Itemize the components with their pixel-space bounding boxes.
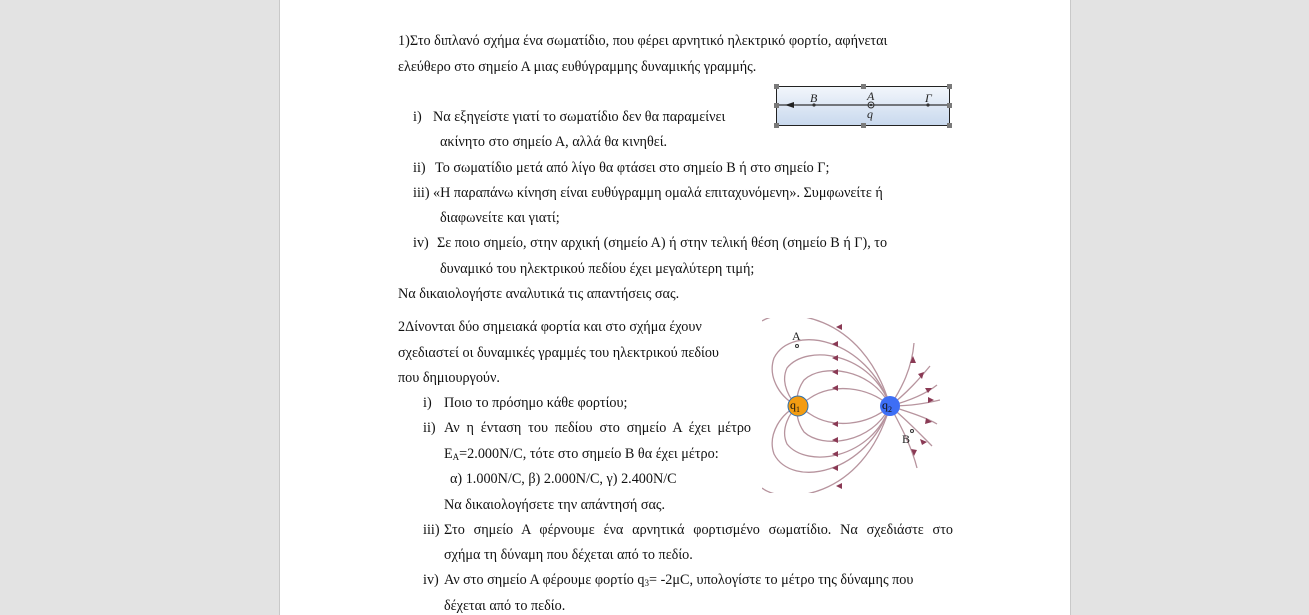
- svg-text:A: A: [867, 89, 875, 103]
- q1-item-iv-line2: δυναμικό του ηλεκτρικού πεδίου έχει μεγαλύτερη τιμή;: [440, 261, 755, 277]
- q2-item-i-line1: Ποιο το πρόσημο κάθε φορτίου;: [444, 395, 628, 411]
- svg-text:q: q: [867, 107, 873, 121]
- q1-item-i-line1: Να εξηγείστε γιατί το σωματίδιο δεν θα παραμείνει: [433, 109, 726, 125]
- q1-item-i-num: i): [413, 109, 422, 125]
- svg-text:B: B: [810, 91, 818, 105]
- arrow-left-icon: [785, 102, 794, 108]
- field-line-figure[interactable]: [776, 86, 950, 126]
- q2-item-i-num: i): [423, 395, 432, 411]
- q1-item-iii-line2: διαφωνείτε και γιατί;: [440, 210, 560, 226]
- q1-intro-line1: 1)Στο διπλανό σχήμα ένα σωματίδιο, που φέρει αρνητικό ηλεκτρικό φορτίο, αφήνεται: [398, 33, 888, 49]
- resize-handle[interactable]: [947, 84, 952, 89]
- field-line-diagram: [777, 87, 949, 125]
- resize-handle[interactable]: [861, 84, 866, 89]
- document-page: [279, 0, 1071, 615]
- resize-handle[interactable]: [774, 84, 779, 89]
- q2-item-iv-line2: δέχεται από το πεδίο.: [444, 598, 566, 614]
- q1-item-iv-line1: Σε ποιο σημείο, στην αρχική (σημείο Α) ή στην τελική θέση (σημείο Β ή Γ), το: [437, 235, 888, 251]
- q2-item-iv-num: iv): [423, 572, 439, 588]
- resize-handle[interactable]: [947, 123, 952, 128]
- q1-item-iii-num: iii): [413, 185, 430, 201]
- q2-item-iii-line2: σχήμα τη δύναμη που δέχεται από το πεδίο.: [444, 547, 693, 563]
- point-b-label: B: [902, 432, 911, 446]
- q2-item-ii-line4: Να δικαιολογήσετε την απάντησή σας.: [444, 497, 666, 513]
- q2-item-iii-num: iii): [423, 522, 440, 538]
- q2-item-ii-num: ii): [423, 420, 436, 436]
- q2-item-ii-line2: $E_A=2.000N/C$, τότε στο σημείο Β θα έχει μέτρο:: [444, 446, 719, 462]
- q2-item-ii-options: α) 1.000N/C, β) 2.000N/C, γ) 2.400N/C: [450, 471, 677, 487]
- q1-intro-line2: ελεύθερο στο σημείο Α μιας ευθύγραμμης δυναμικής γραμμής.: [398, 59, 757, 75]
- q2-item-iii-line1: Στο σημείο Α φέρνουμε ένα αρνητικά φορτισμένο σωματίδιο. Να σχεδιάστε στο: [444, 522, 953, 538]
- q2-intro-line3: που δημιουργούν.: [398, 370, 500, 386]
- q1-closing: Να δικαιολογήστε αναλυτικά τις απαντήσεις σας.: [398, 286, 680, 302]
- q2-item-ii-line1: Αν η ένταση του πεδίου στο σημείο Α έχει μέτρο: [444, 420, 751, 436]
- point-a-label: A: [792, 329, 801, 343]
- q1-item-iv-num: iv): [413, 235, 429, 251]
- q1-label: $q_1$: [790, 398, 800, 414]
- q2-intro-line2: σχεδιαστεί οι δυναμικές γραμμές του ηλεκτρικού πεδίου: [398, 345, 719, 361]
- dipole-field-figure[interactable]: [762, 318, 952, 493]
- q1-item-iii-line1: «Η παραπάνω κίνηση είναι ευθύγραμμη ομαλά επιταχυνόμενη». Συμφωνείτε ή: [433, 185, 883, 201]
- dipole-field-diagram: [762, 318, 952, 493]
- resize-handle[interactable]: [861, 123, 866, 128]
- q1-item-i-line2: ακίνητο στο σημείο Α, αλλά θα κινηθεί.: [440, 134, 668, 150]
- q2-label: $q_2$: [882, 398, 892, 414]
- resize-handle[interactable]: [774, 123, 779, 128]
- q2-intro-line1: 2Δίνονται δύο σημειακά φορτία και στο σχήμα έχουν: [398, 319, 702, 335]
- resize-handle[interactable]: [947, 103, 952, 108]
- q1-item-ii-num: ii): [413, 160, 426, 176]
- q1-item-ii-line1: Το σωματίδιο μετά από λίγο θα φτάσει στο σημείο Β ή στο σημείο Γ;: [435, 160, 830, 176]
- q2-item-iv-line1: Αν στο σημείο Α φέρουμε φορτίο $q_3= -2\mu C$, υπολογίστε το μέτρο της δύναμης που: [444, 572, 914, 588]
- resize-handle[interactable]: [774, 103, 779, 108]
- svg-text:Γ: Γ: [925, 91, 932, 105]
